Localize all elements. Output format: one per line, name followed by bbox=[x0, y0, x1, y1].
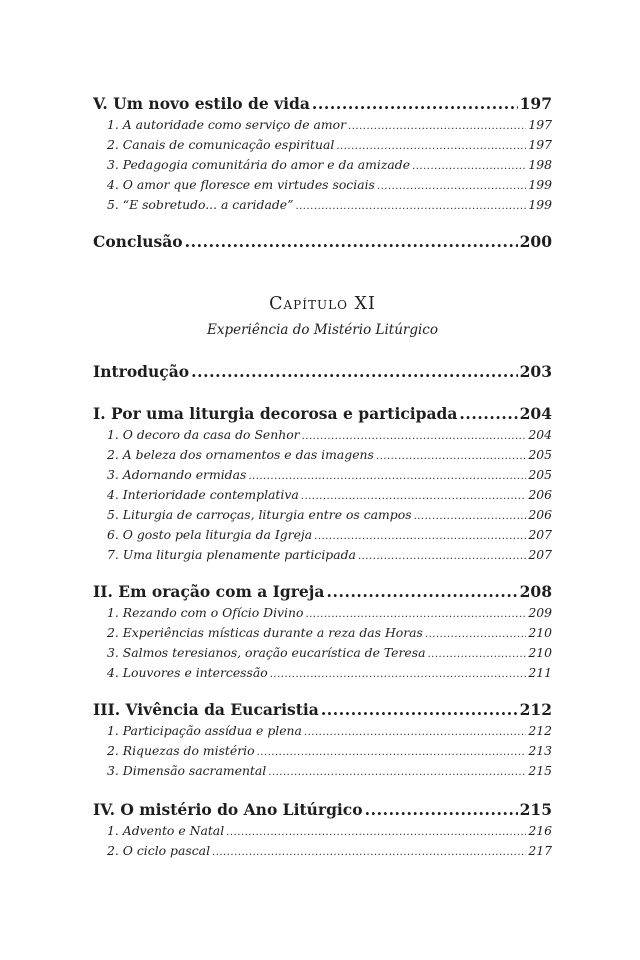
toc-subentry-title: 2. Riquezas do mistério bbox=[107, 743, 255, 758]
dot-leader bbox=[376, 451, 526, 462]
toc-subentry[interactable] bbox=[93, 467, 552, 482]
toc-subentry-page: 197 bbox=[528, 117, 552, 132]
toc-subentry-title: 1. O decoro da casa do Senhor bbox=[107, 427, 300, 442]
toc-subentry[interactable] bbox=[93, 157, 552, 172]
dot-leader bbox=[377, 181, 526, 192]
toc-conclusao[interactable] bbox=[93, 232, 552, 251]
toc-subentry-title: 4. Louvores e intercessão bbox=[107, 665, 268, 680]
toc-introducao[interactable] bbox=[93, 362, 552, 381]
dot-leader bbox=[358, 551, 526, 562]
toc-subentry-page: 215 bbox=[528, 763, 552, 778]
dot-leader bbox=[459, 404, 517, 423]
toc-entry-page: 203 bbox=[519, 362, 552, 381]
toc-entry-title: Introdução bbox=[93, 362, 190, 381]
dot-leader bbox=[305, 609, 526, 620]
toc-entry-title: I. Por uma liturgia decorosa e participada bbox=[93, 404, 458, 423]
dot-leader bbox=[312, 94, 518, 113]
chapter-subtitle: Experiência do Mistério Litúrgico bbox=[206, 322, 438, 338]
dot-leader bbox=[257, 747, 527, 758]
toc-subentry[interactable] bbox=[93, 605, 552, 620]
toc-subentry-page: 206 bbox=[528, 507, 552, 522]
toc-subentry-title: 3. Salmos teresianos, oração eucarística de Teresa bbox=[107, 645, 426, 660]
toc-entry-page: 208 bbox=[519, 582, 552, 601]
toc-subentry-page: 212 bbox=[528, 723, 552, 738]
toc-section-v[interactable] bbox=[93, 94, 552, 113]
toc-section-iii[interactable] bbox=[93, 700, 552, 719]
toc-subentry-title: 2. A beleza dos ornamentos e das imagens bbox=[107, 447, 374, 462]
toc-entry-page: 212 bbox=[519, 700, 552, 719]
toc-subentry-page: 211 bbox=[528, 665, 552, 680]
toc-subentry[interactable] bbox=[93, 487, 552, 502]
toc-subentry[interactable] bbox=[93, 743, 552, 758]
toc-subentry[interactable] bbox=[93, 117, 552, 132]
toc-entry-title: Conclusão bbox=[93, 232, 183, 251]
dot-leader bbox=[304, 727, 526, 738]
dot-leader bbox=[414, 511, 527, 522]
toc-subentry-title: 6. O gosto pela liturgia da Igreja bbox=[107, 527, 313, 542]
dot-leader bbox=[427, 649, 526, 660]
toc-subentry-page: 209 bbox=[528, 605, 552, 620]
toc-entry-page: 197 bbox=[519, 94, 552, 113]
dot-leader bbox=[295, 201, 526, 212]
dot-leader bbox=[321, 700, 518, 719]
toc-subentry-page: 204 bbox=[528, 427, 552, 442]
toc-subentry-page: 216 bbox=[528, 823, 552, 838]
dot-leader bbox=[365, 800, 518, 819]
toc-subentry[interactable] bbox=[93, 177, 552, 192]
toc-entry-page: 204 bbox=[519, 404, 552, 423]
toc-entry-page: 215 bbox=[519, 800, 552, 819]
toc-subentry[interactable] bbox=[93, 843, 552, 858]
dot-leader bbox=[212, 847, 526, 858]
dot-leader bbox=[301, 491, 527, 502]
toc-subentry-title: 1. A autoridade como serviço de amor bbox=[107, 117, 347, 132]
toc-subentry[interactable] bbox=[93, 447, 552, 462]
toc-subentry-title: 2. Canais de comunicação espiritual bbox=[107, 137, 335, 152]
dot-leader bbox=[412, 161, 526, 172]
dot-leader bbox=[185, 232, 518, 251]
dot-leader bbox=[270, 669, 527, 680]
toc-subentry-title: 1. Advento e Natal bbox=[107, 823, 225, 838]
toc-subentry[interactable] bbox=[93, 197, 552, 212]
chapter-title: Capítulo XI bbox=[269, 294, 376, 314]
toc-entry-title: II. Em oração com a Igreja bbox=[93, 582, 325, 601]
toc-section-iv[interactable] bbox=[93, 800, 552, 819]
toc-subentry-page: 217 bbox=[528, 843, 552, 858]
toc-entry-title: IV. O mistério do Ano Litúrgico bbox=[93, 800, 363, 819]
dot-leader bbox=[226, 827, 526, 838]
toc-subentry-title: 5. Liturgia de carroças, liturgia entre os campos bbox=[107, 507, 412, 522]
toc-subentry[interactable] bbox=[93, 507, 552, 522]
toc-subentry-page: 199 bbox=[528, 197, 552, 212]
toc-subentry[interactable] bbox=[93, 427, 552, 442]
toc-subentry-title: 4. Interioridade contemplativa bbox=[107, 487, 299, 502]
toc-entry-title: III. Vivência da Eucaristia bbox=[93, 700, 319, 719]
toc-subentry-title: 1. Participação assídua e plena bbox=[107, 723, 302, 738]
toc-subentry-title: 2. Experiências místicas durante a reza das Horas bbox=[107, 625, 423, 640]
toc-subentry[interactable] bbox=[93, 723, 552, 738]
toc-subentry[interactable] bbox=[93, 547, 552, 562]
toc-subentry-page: 205 bbox=[528, 447, 552, 462]
table-of-contents-page bbox=[93, 0, 552, 960]
toc-subentry-page: 199 bbox=[528, 177, 552, 192]
toc-subentry-title: 5. “E sobretudo... a caridade” bbox=[107, 197, 294, 212]
toc-subentry-title: 2. O ciclo pascal bbox=[107, 843, 211, 858]
toc-subentry-page: 197 bbox=[528, 137, 552, 152]
dot-leader bbox=[248, 471, 526, 482]
dot-leader bbox=[425, 629, 526, 640]
toc-subentry[interactable] bbox=[93, 665, 552, 680]
toc-subentry[interactable] bbox=[93, 625, 552, 640]
toc-subentry[interactable] bbox=[93, 823, 552, 838]
toc-subentry-title: 4. O amor que floresce em virtudes sociais bbox=[107, 177, 375, 192]
toc-subentry-page: 198 bbox=[528, 157, 552, 172]
toc-subentry-title: 3. Dimensão sacramental bbox=[107, 763, 267, 778]
toc-subentry-page: 207 bbox=[528, 547, 552, 562]
toc-subentry[interactable] bbox=[93, 763, 552, 778]
toc-subentry-page: 210 bbox=[528, 625, 552, 640]
toc-subentry-page: 213 bbox=[528, 743, 552, 758]
toc-subentry-page: 205 bbox=[528, 467, 552, 482]
toc-subentry-title: 3. Pedagogia comunitária do amor e da amizade bbox=[107, 157, 411, 172]
toc-section-ii[interactable] bbox=[93, 582, 552, 601]
toc-subentry-title: 7. Uma liturgia plenamente participada bbox=[107, 547, 356, 562]
dot-leader bbox=[336, 141, 526, 152]
dot-leader bbox=[268, 767, 526, 778]
toc-subentry[interactable] bbox=[93, 645, 552, 660]
dot-leader bbox=[191, 362, 518, 381]
dot-leader bbox=[302, 431, 527, 442]
dot-leader bbox=[314, 531, 526, 542]
toc-entry-page: 200 bbox=[519, 232, 552, 251]
toc-section-i[interactable] bbox=[93, 404, 552, 423]
dot-leader bbox=[348, 121, 526, 132]
toc-subentry-title: 3. Adornando ermidas bbox=[107, 467, 247, 482]
toc-subentry-title: 1. Rezando com o Ofício Divino bbox=[107, 605, 304, 620]
toc-subentry-page: 210 bbox=[528, 645, 552, 660]
toc-subentry-page: 207 bbox=[528, 527, 552, 542]
toc-entry-title: V. Um novo estilo de vida bbox=[93, 94, 310, 113]
dot-leader bbox=[326, 582, 517, 601]
toc-subentry-page: 206 bbox=[528, 487, 552, 502]
toc-subentry[interactable] bbox=[93, 137, 552, 152]
toc-subentry[interactable] bbox=[93, 527, 552, 542]
